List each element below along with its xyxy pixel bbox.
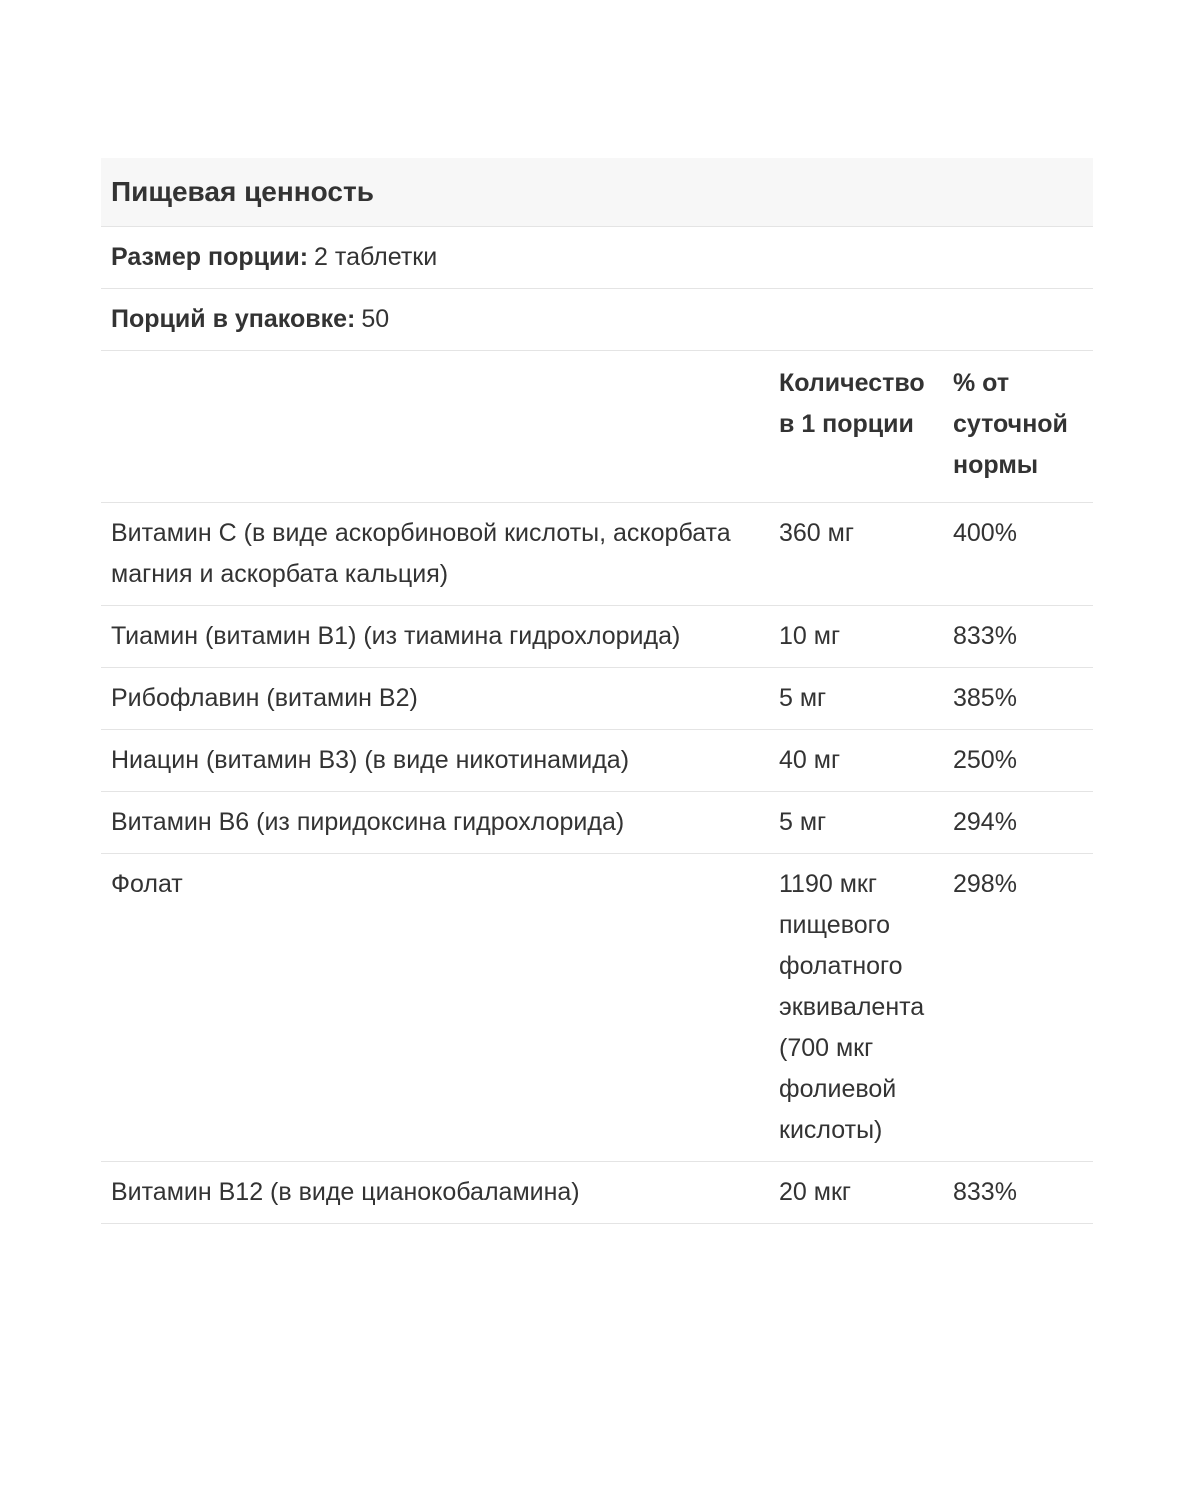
table-row (101, 854, 1093, 1162)
table-row (101, 1162, 1093, 1224)
table-row (101, 668, 1093, 730)
nutrient-daily-value: 833% (945, 1162, 1093, 1224)
servings-per-container-value: 50 (361, 305, 390, 333)
nutrient-daily-value: 294% (945, 792, 1093, 854)
nutrient-daily-value: 833% (945, 606, 1093, 668)
nutrient-daily-value: 298% (945, 854, 1093, 1162)
servings-per-container-label: Порций в упаковке: (111, 305, 356, 333)
table-row (101, 503, 1093, 606)
nutrient-amount: 5 мг (769, 668, 945, 730)
servings-per-container-row (101, 289, 1093, 351)
nutrient-amount: 360 мг (769, 503, 945, 606)
header-daily-value: % от суточной нормы (945, 351, 1093, 503)
header-amount: Количество в 1 порции (769, 351, 945, 503)
nutrient-amount: 20 мкг (769, 1162, 945, 1224)
nutrient-name: Фолат (101, 854, 769, 1162)
nutrient-amount: 40 мг (769, 730, 945, 792)
panel-title: Пищевая ценность (101, 158, 1093, 227)
nutrition-facts-panel (101, 158, 1093, 1224)
nutrient-name: Ниацин (витамин B3) (в виде никотинамида) (101, 730, 769, 792)
nutrient-amount: 1190 мкг пищевого фолатного эквивалента (700 мкг фолиевой кислоты) (769, 854, 945, 1162)
serving-size-value: 2 таблетки (314, 243, 438, 271)
header-nutrient (101, 351, 769, 503)
table-row (101, 792, 1093, 854)
nutrient-name: Тиамин (витамин B1) (из тиамина гидрохлорида) (101, 606, 769, 668)
nutrient-name: Витамин B12 (в виде цианокобаламина) (101, 1162, 769, 1224)
nutrient-name: Витамин B6 (из пиридоксина гидрохлорида) (101, 792, 769, 854)
table-row (101, 606, 1093, 668)
table-header-row (101, 351, 1093, 503)
nutrient-amount: 5 мг (769, 792, 945, 854)
nutrient-daily-value: 400% (945, 503, 1093, 606)
table-row (101, 730, 1093, 792)
nutrient-name: Витамин С (в виде аскорбиновой кислоты, аскорбата магния и аскорбата кальция) (101, 503, 769, 606)
nutrients-table (101, 351, 1093, 1224)
nutrient-amount: 10 мг (769, 606, 945, 668)
nutrient-daily-value: 385% (945, 668, 1093, 730)
nutrient-daily-value: 250% (945, 730, 1093, 792)
serving-size-row (101, 227, 1093, 289)
serving-size-label: Размер порции: (111, 243, 309, 271)
nutrient-name: Рибофлавин (витамин B2) (101, 668, 769, 730)
